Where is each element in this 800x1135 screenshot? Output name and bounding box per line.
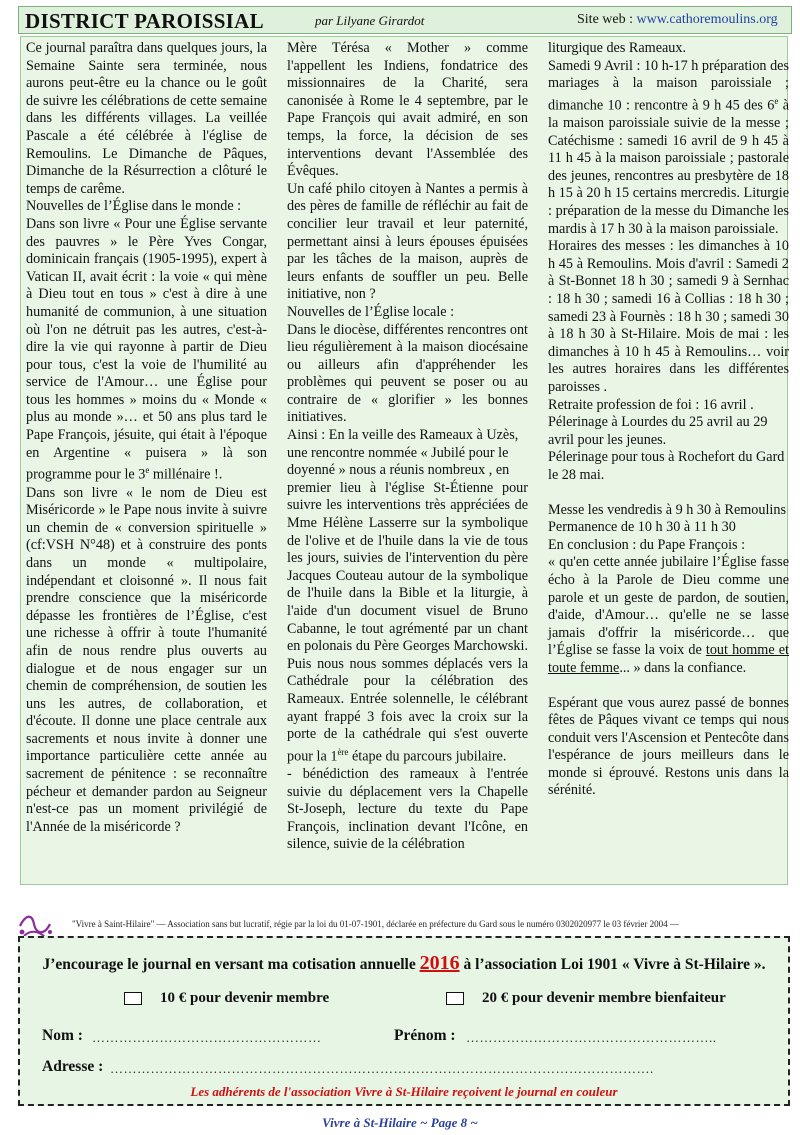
paragraph: En conclusion : du Pape François : — [548, 536, 746, 553]
paragraph: Ainsi : En la veille des Rameaux à Uzès, une rencontre nommée « Jubilé pour le doyenné » nous a réunis nombreux , en — [287, 427, 519, 479]
member-option-label: 10 € pour devenir membre — [160, 990, 330, 1006]
nom-label: Nom : — [42, 1027, 83, 1044]
page-header — [18, 6, 792, 34]
adresse-label: Adresse : — [42, 1058, 104, 1075]
author-byline: par Lilyane Girardot — [315, 13, 425, 28]
subheading: Nouvelles de l’Église locale : — [287, 303, 455, 320]
paragraph: Espérant que vous aurez passé de bonnes fêtes de Pâques vivant ce temps qui nous conduit vers l'Ascension et Pentecôte dans l'espérance de jours meilleurs dans le monde si éprouvé. Restons unis dans la sérénité. — [548, 694, 789, 799]
benefactor-checkbox[interactable] — [446, 992, 464, 1005]
paragraph: Pélerinage pour tous à Rochefort du Gard le 28 mai. — [548, 449, 785, 483]
paragraph: Un café philo citoyen à Nantes a permis à des pères de famille de réfléchir au fait de concilier leur travail et leur paternité, permettant ainsi à leurs épouses épuisées par les tâches de la maison, auprès de leurs enfants de souffler un peu. Belle initiative, non ? — [287, 180, 528, 303]
form-title: J’encourage le journal en versant ma cotisation annuelle 2016 à l’association Loi 1901 « Vivre à St-Hilaire ». — [42, 952, 766, 974]
form-footer-note: Les adhérents de l'association Vivre à St-Hilaire reçoivent le journal en couleur — [190, 1084, 618, 1099]
quote-paragraph: « qu'en cette année jubilaire l’Église fasse écho à la Parole de Dieu comme une parole et un geste de pardon, de soutien, d'aide, d'Amour… qu'elle ne se lasse jamais d'offrir la miséricorde… que l’Église se fasse la voix de tout homme et toute femme... » dans la confiance. — [548, 554, 789, 676]
section-title: DISTRICT PAROISSIAL — [25, 9, 264, 33]
form-year: 2016 — [419, 952, 460, 974]
paragraph: Dans son livre « le nom de Dieu est Miséricorde » le Pape nous invite à suivre un chemin de « conversion spirituelle » (cf:VSH N°48) et à construire des ponts dans un monde « multipolaire, indépendant et cloisonné ». Il nous fait prendre conscience que la miséricorde dépasse les frontières de l’Église, c'est une richesse à offrir à toute l'humanité afin de nous rendre plus ouverts au dialogue et de nous engager sur un chemin de compréhension, de soutien les uns les autres, de collaboration, et d'écoute. Il donne une place centrale aux sacrements et nous invite à donner une importance particulière cette année au sacrement de pénitence : se reconnaître pécheur et demander pardon au Seigneur n'est-ce pas un moment privilégié de l'Année de la miséricorde ? — [26, 484, 267, 835]
paragraph: premier lieu à l'église St-Étienne pour suivre les interventions très appréciées de Mme Hélène Lasserre sur la symbolique de l'olive et de l'huile dans la vie de tous les jours, suivies de l'intervention du père Jacques Couteau autour de la symbolique de l'huile dans la Bible et la liturgie, à l'aide d'un document visuel de Bruno Cabanne, le tout agrémenté par un chant en polonais du Père Georges Marchowski. Puis nous nous sommes déplacés vers la Cathédrale pour la célébration des Rameaux. Entrée solennelle, le célébrant ayant frappé 3 fois avec la croix sur la porte de la cathédrale qui s'est ouverte pour la 1ère étape du parcours jubilaire. — [287, 479, 528, 765]
paragraph: liturgique des Rameaux. — [548, 40, 687, 56]
subheading: Nouvelles de l’Église dans le monde : — [26, 198, 242, 215]
paragraph: Ce journal paraîtra dans quelques jours, la Semaine Sainte sera terminée, nous aurons peut-être eu la chance ou le goût de suivre les célébrations de cette semaine dans les différents villages. La veillée Pascale a été célébrée à l'église de Remoulins. Le Dimanche de Pâques, Dimanche de la Résurrection a clôturé le temps de carême. — [26, 40, 267, 197]
membership-form — [18, 936, 790, 1106]
nom-field[interactable]: …………………………………………… — [92, 1030, 322, 1045]
paragraph: Permanence de 10 h 30 à 11 h 30 — [548, 519, 736, 536]
article-column-1 — [26, 40, 267, 836]
benefactor-option-label: 20 € pour devenir membre bienfaiteur — [482, 990, 726, 1006]
paragraph: Retraite profession de foi : 16 avril . — [548, 396, 754, 413]
adresse-field[interactable]: …………………………………………………………………………………………………………. — [110, 1061, 654, 1076]
website-label: Site web : — [577, 12, 637, 27]
paragraph: Horaires des messes : les dimanches à 10 h 45 à Remoulins. Mois d'avril : Samedi 2 à St-Bonnet 18 h 30 ; samedi 9 à Sernhac : 18 h 30 ; samedi 16 à Collias : 18 h 30 ; samedi 23 à Fournès : 18 h 30 ; samedi 30 à 18 h 30 à St-Hilaire. Mois de mai : les dimanches à 10 h 45 à Remoulins… voir les autres horaires dans les différentes paroisses . — [548, 238, 789, 396]
website-info — [577, 12, 778, 28]
paragraph: Mère Térésa « Mother » comme l'appellent les Indiens, fondatrice des missionnaires de la Charité, sera canonisée à Rome le 4 septembre, par le Pape François qui avait admiré, en son temps, la force, la décision de ses interventions devant l'Assemblée des Évêques. — [287, 40, 528, 180]
paragraph: Dans son livre « Pour une Église servante des pauvres » le Père Yves Congar, dominicain français (1905-1995), expert à Vatican II, avait écrit : la voie « qui mène à Dieu tout en tous » c'est à dire à une humanité de communion, à une situation où l'on ne détruit pas les autres, c'est-à-dire la vie qui rayonne à partir de Dieu pour tous, c'est la voie de l'humilité au service de l'Amour… une Église pour tous les hommes » moins du « Monde « plus au monde »… et 50 ans plus tard le Pape François, jésuite, qui était à l'époque en Argentine « puisera » là son programme pour le 3e millénaire !. — [26, 215, 267, 483]
page-footer: Vivre à St-Hilaire ~ Page 8 ~ — [322, 1115, 478, 1130]
paragraph: Samedi 9 Avril : 10 h-17 h préparation des mariages à la maison paroissiale ; dimanche 10 : rencontre à 9 h 45 des 6e à la maison paroissiale suivie de la messe ; Catéchisme : samedi 16 avril de 9 h 45 à 11 h 45 à la maison paroissiale ; pastorale des jeunes, rencontres au presbytère de 18 h 15 à 20 h 15 certains mercredis. Liturgie : préparation de la messe du Dimanche les mardis à 17 h 30 à la maison paroissiale. — [548, 57, 789, 237]
paragraph: - bénédiction des rameaux à l'entrée suivie du déplacement vers la Chapelle St-Joseph, lecture du texte du Pape François, inclination devant l'Icône, en silence, suivie de la célébration — [287, 766, 528, 853]
article-column-2 — [287, 40, 528, 854]
prenom-field[interactable]: ……………………………………………….. — [466, 1030, 717, 1045]
prenom-label: Prénom : — [394, 1027, 456, 1044]
article-column-3 — [548, 40, 789, 800]
website-link[interactable]: www.cathoremoulins.org — [636, 12, 778, 27]
paragraph: Dans le diocèse, différentes rencontres ont lieu régulièrement à la maison diocésaine ou ailleurs afin d'appréhender les problèmes qui peuvent se poser ou au contraire de « glorifier » les bonnes initiatives. — [287, 321, 528, 426]
paragraph: Messe les vendredis à 9 h 30 à Remoulins — [548, 501, 786, 518]
paragraph: Pélerinage à Lourdes du 25 avril au 29 avril pour les jeunes. — [548, 414, 768, 448]
association-legal-note: "Vivre à Saint-Hilaire" — Association sans but lucratif, régie par la loi du 01-07-1901, déclarée en préfecture du Gard sous le numéro 0302020977 le 03 février 2004 — — [72, 919, 679, 929]
member-checkbox[interactable] — [124, 992, 142, 1005]
